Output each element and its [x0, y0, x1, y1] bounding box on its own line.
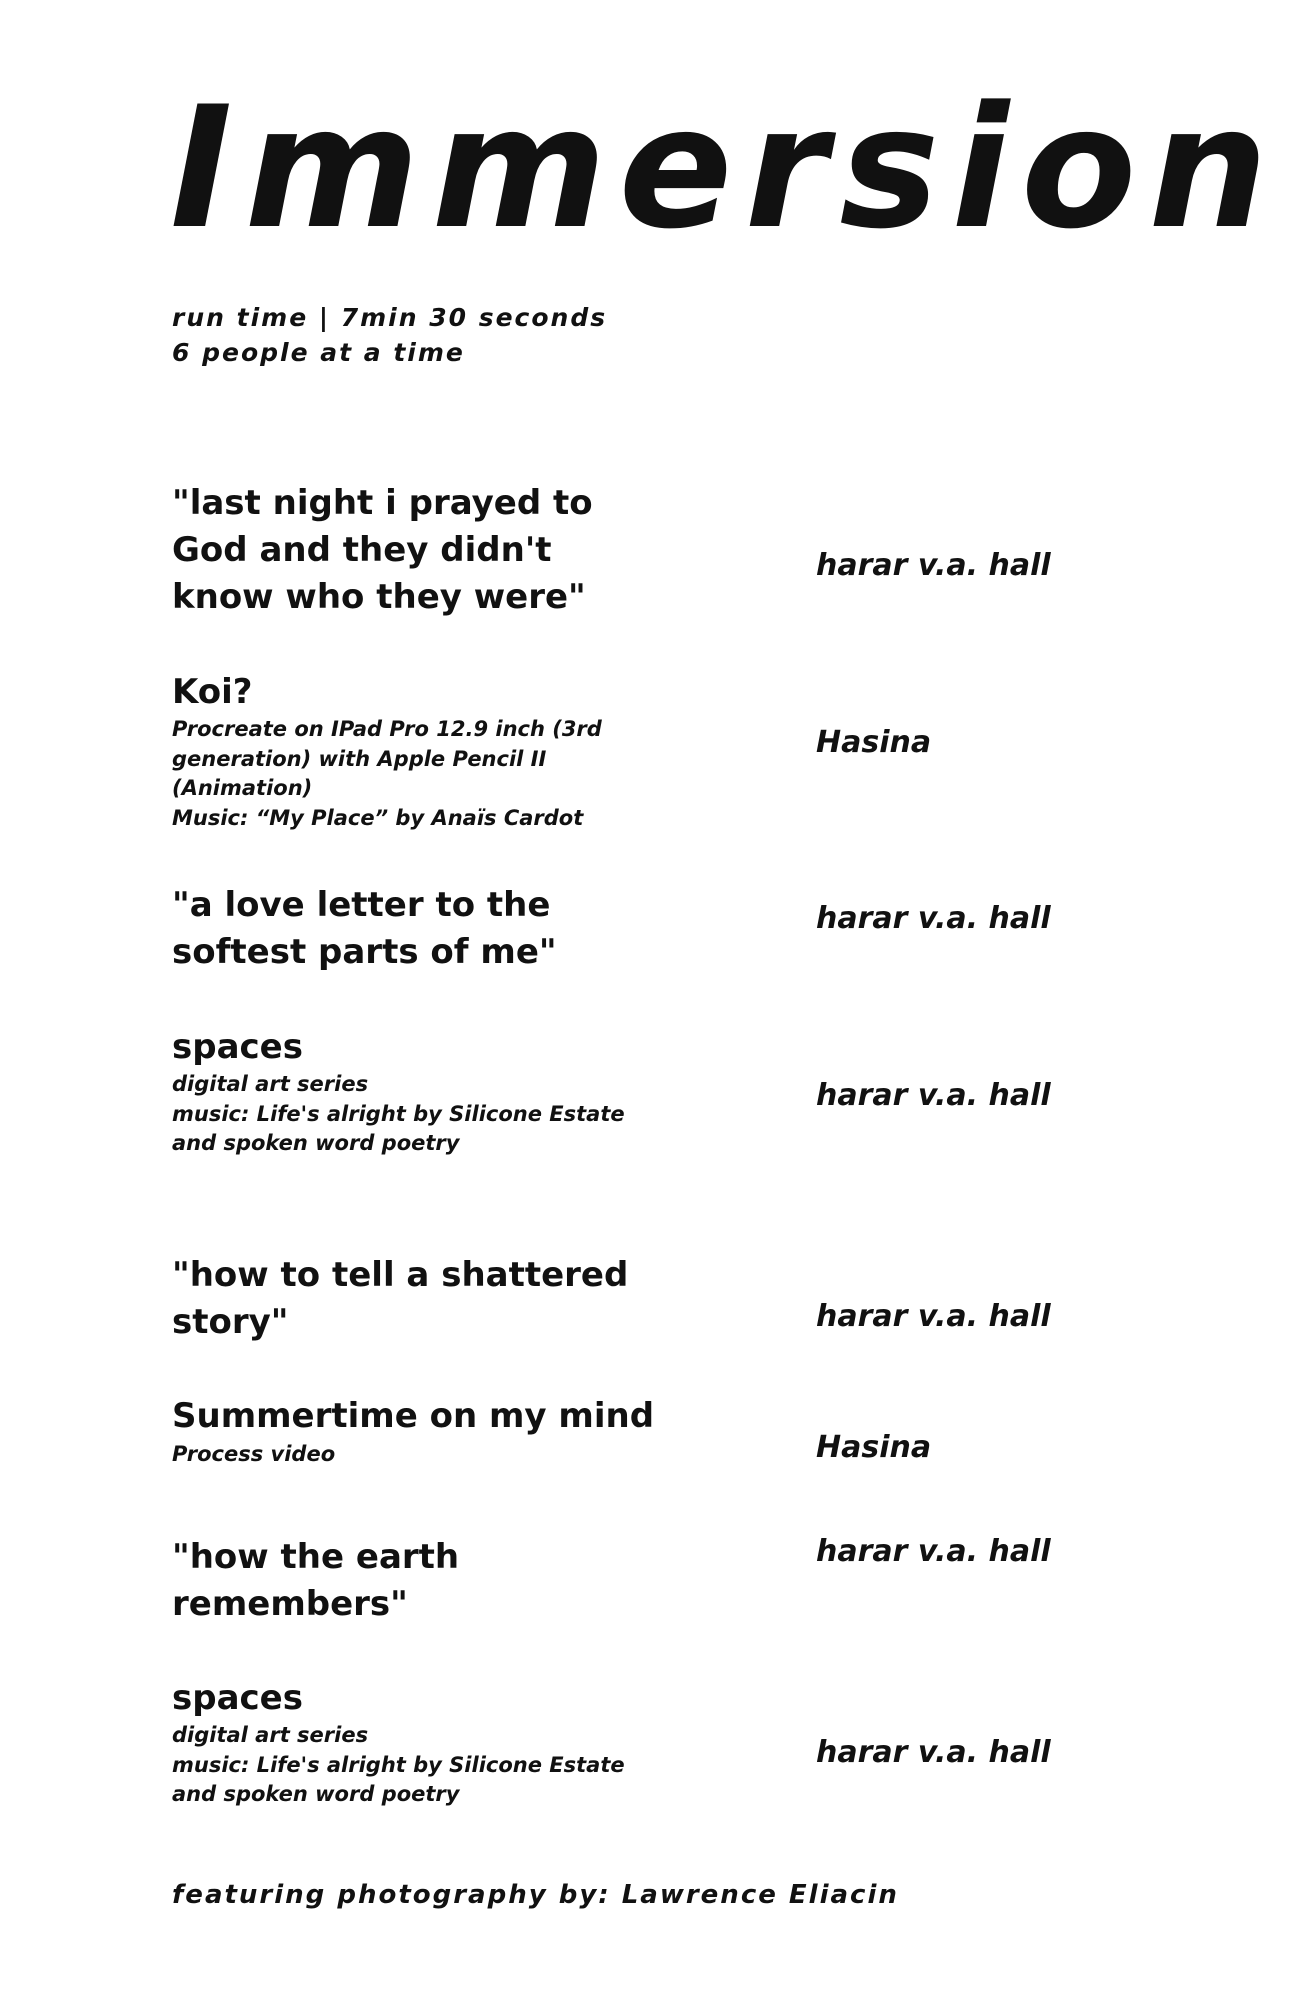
piece-title: "how the earth remembers"	[172, 1537, 460, 1624]
program-meta	[172, 300, 607, 370]
page-title: Immersion	[170, 70, 1281, 266]
photography-credit: featuring photography by: Lawrence Eliacin	[172, 1880, 899, 1910]
capacity: 6 people at a time	[172, 338, 465, 367]
piece-title: spaces	[172, 1678, 303, 1718]
piece-artist: harar v.a. hall	[816, 901, 1051, 936]
piece-title: spaces	[172, 1027, 303, 1067]
piece-title: "last night i prayed to God and they didn't know who they were"	[172, 483, 593, 617]
run-time: run time | 7min 30 seconds	[172, 303, 608, 332]
piece-artist: harar v.a. hall	[816, 1078, 1051, 1113]
piece-title: "a love letter to the softest parts of me"	[172, 885, 557, 972]
piece-details: Process video	[172, 1442, 336, 1466]
piece-title: Koi?	[172, 672, 253, 712]
piece-artist: Hasina	[816, 1430, 932, 1465]
piece-title: "how to tell a shattered story"	[172, 1255, 629, 1342]
piece-details: digital art series music: Life's alright by Silicone Estate and spoken word poetry	[172, 1072, 625, 1155]
piece-artist: harar v.a. hall	[816, 1735, 1051, 1770]
piece-details: digital art series music: Life's alright by Silicone Estate and spoken word poetry	[172, 1723, 625, 1806]
piece-artist: harar v.a. hall	[816, 1299, 1051, 1334]
piece-artist: Hasina	[816, 725, 932, 760]
piece-title: Summertime on my mind	[172, 1396, 655, 1436]
piece-details: Procreate on IPad Pro 12.9 inch (3rd generation) with Apple Pencil II (Animation) Music: “My Place” by Anaïs Cardot	[172, 717, 602, 830]
piece-artist: harar v.a. hall	[816, 548, 1051, 583]
piece-artist: harar v.a. hall	[816, 1534, 1051, 1569]
